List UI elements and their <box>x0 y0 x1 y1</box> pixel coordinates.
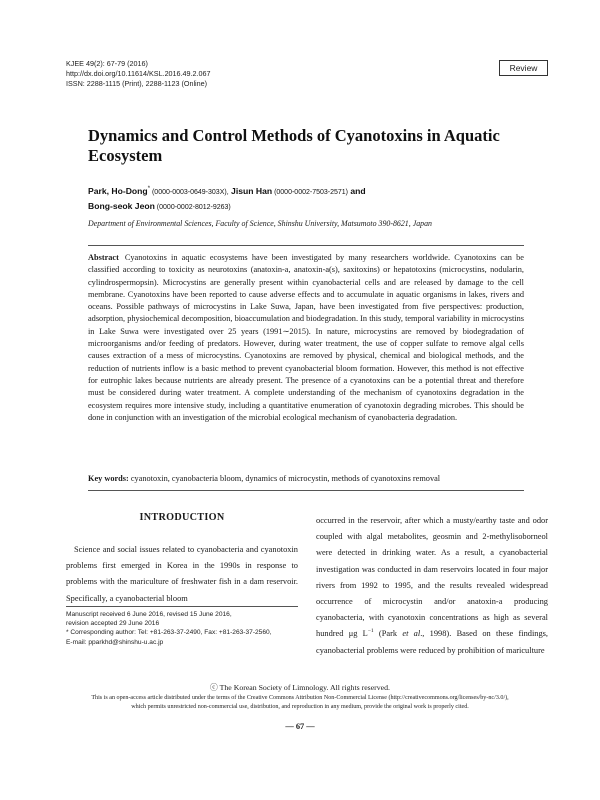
keywords <box>88 473 524 485</box>
body-text: ., 1998). Based on these findings, cyanobacterial problems were reduced by prohibition of mariculture <box>316 629 549 655</box>
body-text: occurred in the reservoir, after which a musty/earthy taste and odor coupled with algal metabolites, geosmin and 2-methylisoborneol were detected in drinking water. As a result, a cyanobacterial investigation was conducted in dam reservoirs located in four major rivers from 1992 to 1995, and the results revealed widespread occurrence of microcystin and/or anatoxin-a producing cyanobacteria, with cyanotoxin concentrations as high as several hundred μg L <box>316 516 548 639</box>
corresponding-email[interactable]: E-mail: pparkhd@shinshu-u.ac.jp <box>66 638 164 646</box>
abstract-label: Abstract <box>88 253 119 262</box>
author-orcid[interactable]: (0000-0003-0649-303X), <box>150 189 229 196</box>
section-heading-introduction: INTRODUCTION <box>139 512 225 523</box>
citation-etal: et al <box>402 629 421 639</box>
body-column-left <box>66 542 298 607</box>
license-line: which permits unrestricted non-commercial use, distribution, and reproduction in any medium, provide the original work is properly cited. <box>131 704 469 710</box>
keywords-text: cyanotoxin, cyanobacteria bloom, dynamics of microcystin, methods of cyanotoxins removal <box>128 474 441 483</box>
copyright-notice: ⓒ The Korean Society of Limnology. All rights reserved. <box>210 683 390 692</box>
license-notice <box>30 694 570 712</box>
abstract-text: Cyanotoxins in aquatic ecosystems have been investigated by many researchers worldwide. Cyanotoxins can be classified according to toxicity as neurotoxins (anatoxin-a, anatoxin-a(s), saxitoxins) or hepatotoxins (microcystins, nodularin, cylindrospermopsin). Microcystins are generally present within cyanobacterial cells and are released by damage to the cell membrane. Cyanotoxins have been reported to cause adverse effects and to accumulate in aquatic organisms in lakes, rivers and oceans. Possible pathways of microcystins in Lake Suwa, Japan, have been investigated from five perspectives: production, adsorption, physiochemical decomposition, bioaccumulation and biodegradation. In this study, temporal variability in microcystins in Lake Suwa were investigated over 25 years (1991∼2015). In nature, microcystins are removed by biodegradation of microorganisms and/or feeding of predators. However, during water treatment, the use of copper sulfate to remove algal cells causes extraction of a mess of microcystins. Cyanotoxins are removed by physical, chemical and biological methods, and the reduction of nutrients inflow is a basic method to prevent cyanobacterial bloom formation. However, this method is not effective for eutrophic lakes because nutrients are already present. The presence of a cyanotoxins can be a potential threat and therefore must be considered during water treatment. A complete understanding of the mechanism of cyanotoxins degradation in the ecosystem requires more intensive study, including a quantitative enumeration of cyanotoxin degrading microbes. This should be done in conjunction with an investigation of the microbial ecological mechanism of cyanobacteria degradation. <box>88 253 524 422</box>
author-orcid[interactable]: (0000-0002-8012-9263) <box>154 203 231 211</box>
abstract <box>88 252 524 424</box>
footnote-rule <box>66 606 298 607</box>
corresponding-contact: * Corresponding author: Tel: +81-263-37-2490, Fax: +81-263-37-2560, <box>66 629 272 637</box>
author-name: Park, Ho-Dong <box>88 186 148 196</box>
author-name: Jisun Han <box>231 186 273 196</box>
issn-line: ISSN: 2288-1115 (Print), 2288-1123 (Online) <box>66 79 208 89</box>
received-dates: Manuscript received 6 June 2016, revised 15 June 2016, <box>66 611 232 618</box>
author-name: Bong-seok Jeon <box>88 200 155 211</box>
affiliation: Department of Environmental Sciences, Faculty of Science, Shinshu University, Matsumoto 390-8621, Japan <box>88 219 432 228</box>
unit-superscript: −1 <box>367 628 374 635</box>
author-list <box>88 185 528 214</box>
license-line[interactable]: This is an open-access article distributed under the terms of the Creative Commons Attribution Non-Commercial License (http://creativecommons.org/licenses/by-nc/3.0/), <box>91 695 509 701</box>
body-column-right <box>316 513 548 659</box>
journal-citation: KJEE 49(2): 67-79 (2016) <box>66 59 148 68</box>
paper-title: Dynamics and Control Methods of Cyanotoxins in Aquatic Ecosystem <box>88 126 500 165</box>
accepted-date: revision accepted 29 June 2016 <box>66 620 160 628</box>
journal-meta <box>66 59 211 90</box>
intro-paragraph: Science and social issues related to cyanobacteria and cyanotoxin problems first emerged in Korea in the 1990s in response to problems with the mariculture of freshwater fish in a dam reservoir. Specifically, a cyanobacterial bloom <box>66 545 298 603</box>
page-number: — 67 — <box>285 722 315 731</box>
abstract-top-rule <box>88 245 524 246</box>
author-conjunction: and <box>348 186 366 196</box>
author-orcid[interactable]: (0000-0002-7503-2571) <box>272 189 349 196</box>
article-type-badge: Review <box>499 60 548 76</box>
corresponding-mark: * <box>147 186 151 193</box>
footnotes <box>66 610 306 647</box>
doi-link[interactable]: http://dx.doi.org/10.11614/KSL.2016.49.2.067 <box>66 69 211 79</box>
body-text: (Park <box>373 629 403 639</box>
abstract-bottom-rule <box>88 490 524 491</box>
keywords-label: Key words: <box>88 474 129 483</box>
